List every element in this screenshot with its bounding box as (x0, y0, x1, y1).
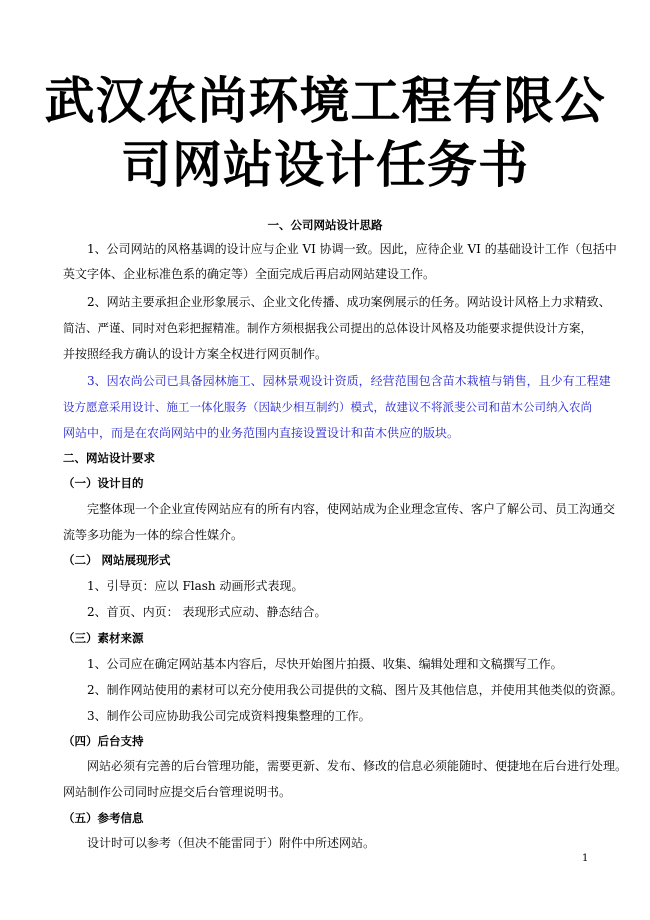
paragraph-1-line-2: 英文字体、企业标准色系的确定等）全面完成后再启动网站建设工作。 (63, 267, 436, 281)
subsection-5-heading: （五）参考信息 (63, 811, 144, 825)
subsection-1-line-2: 流等多功能为一体的综合性媒介。 (63, 528, 244, 542)
subsection-2-heading: （二） 网站展现形式 (63, 553, 171, 567)
document-title-line-2: 司网站设计任务书 (121, 136, 529, 194)
subsection-2-item-2: 2、首页、内页： 表现形式应动、静态结合。 (87, 605, 327, 619)
subsection-5-line-1: 设计时可以参考（但决不能雷同于）附件中所述网站。 (87, 836, 376, 850)
subsection-3-item-3: 3、制作公司应协助我公司完成资料搜集整理的工作。 (87, 709, 371, 723)
paragraph-3-line-3: 网站中，而是在农尚网站中的业务范围内直接设置设计和苗木供应的版块。 (63, 426, 460, 440)
subsection-1-line-1: 完整体现一个企业宣传网站应有的所有内容，使网站成为企业理念宣传、客户了解公司、员工沟通交 (87, 502, 616, 516)
paragraph-2-line-3: 并按照经我方确认的设计方案全权进行网页制作。 (63, 347, 328, 361)
paragraph-3-line-1: 3、因农尚公司已具备园林施工、园林景观设计资质，经营范围包含苗木栽植与销售，且少有工程建 (87, 374, 611, 388)
subsection-3-item-1: 1、公司应在确定网站基本内容后，尽快开始图片拍摄、收集、编辑处理和文稿撰写工作。 (87, 657, 563, 671)
subsection-2-item-1: 1、引导页：应以 Flash 动画形式表现。 (87, 579, 304, 593)
section-1-heading: 一、公司网站设计思路 (267, 218, 383, 232)
paragraph-3-line-2: 设方愿意采用设计、施工一体化服务（因缺少相互制约）模式，故建议不将派斐公司和苗木公司纳入农尚 (63, 400, 592, 414)
section-2-heading: 二、网站设计要求 (63, 451, 155, 465)
paragraph-2-line-1: 2、网站主要承担企业形象展示、企业文化传播、成功案例展示的任务。网站设计风格上力求精致、 (87, 295, 611, 309)
document-title-line-1: 武汉农尚环境工程有限公 (44, 72, 606, 130)
page-number: 1 (582, 853, 589, 864)
subsection-4-line-1: 网站必须有完善的后台管理功能，需要更新、发布、修改的信息必须能随时、便捷地在后台进行处理。 (87, 759, 628, 773)
paragraph-1-line-1: 1、公司网站的风格基调的设计应与企业 VI 协调一致。因此，应待企业 VI 的基础设计工作（包括中 (87, 242, 617, 256)
subsection-3-item-2: 2、制作网站使用的素材可以充分使用我公司提供的文稿、图片及其他信息，并使用其他类似的资源。 (87, 683, 623, 697)
subsection-1-heading: （一）设计目的 (63, 476, 144, 490)
subsection-3-heading: （三）素材来源 (63, 631, 144, 645)
subsection-4-line-2: 网站制作公司同时应提交后台管理说明书。 (63, 785, 292, 799)
subsection-4-heading: （四）后台支持 (63, 734, 144, 748)
paragraph-2-line-2: 简洁、严谨、同时对色彩把握精准。制作方须根据我公司提出的总体设计风格及功能要求提供设计方案， (63, 321, 592, 335)
